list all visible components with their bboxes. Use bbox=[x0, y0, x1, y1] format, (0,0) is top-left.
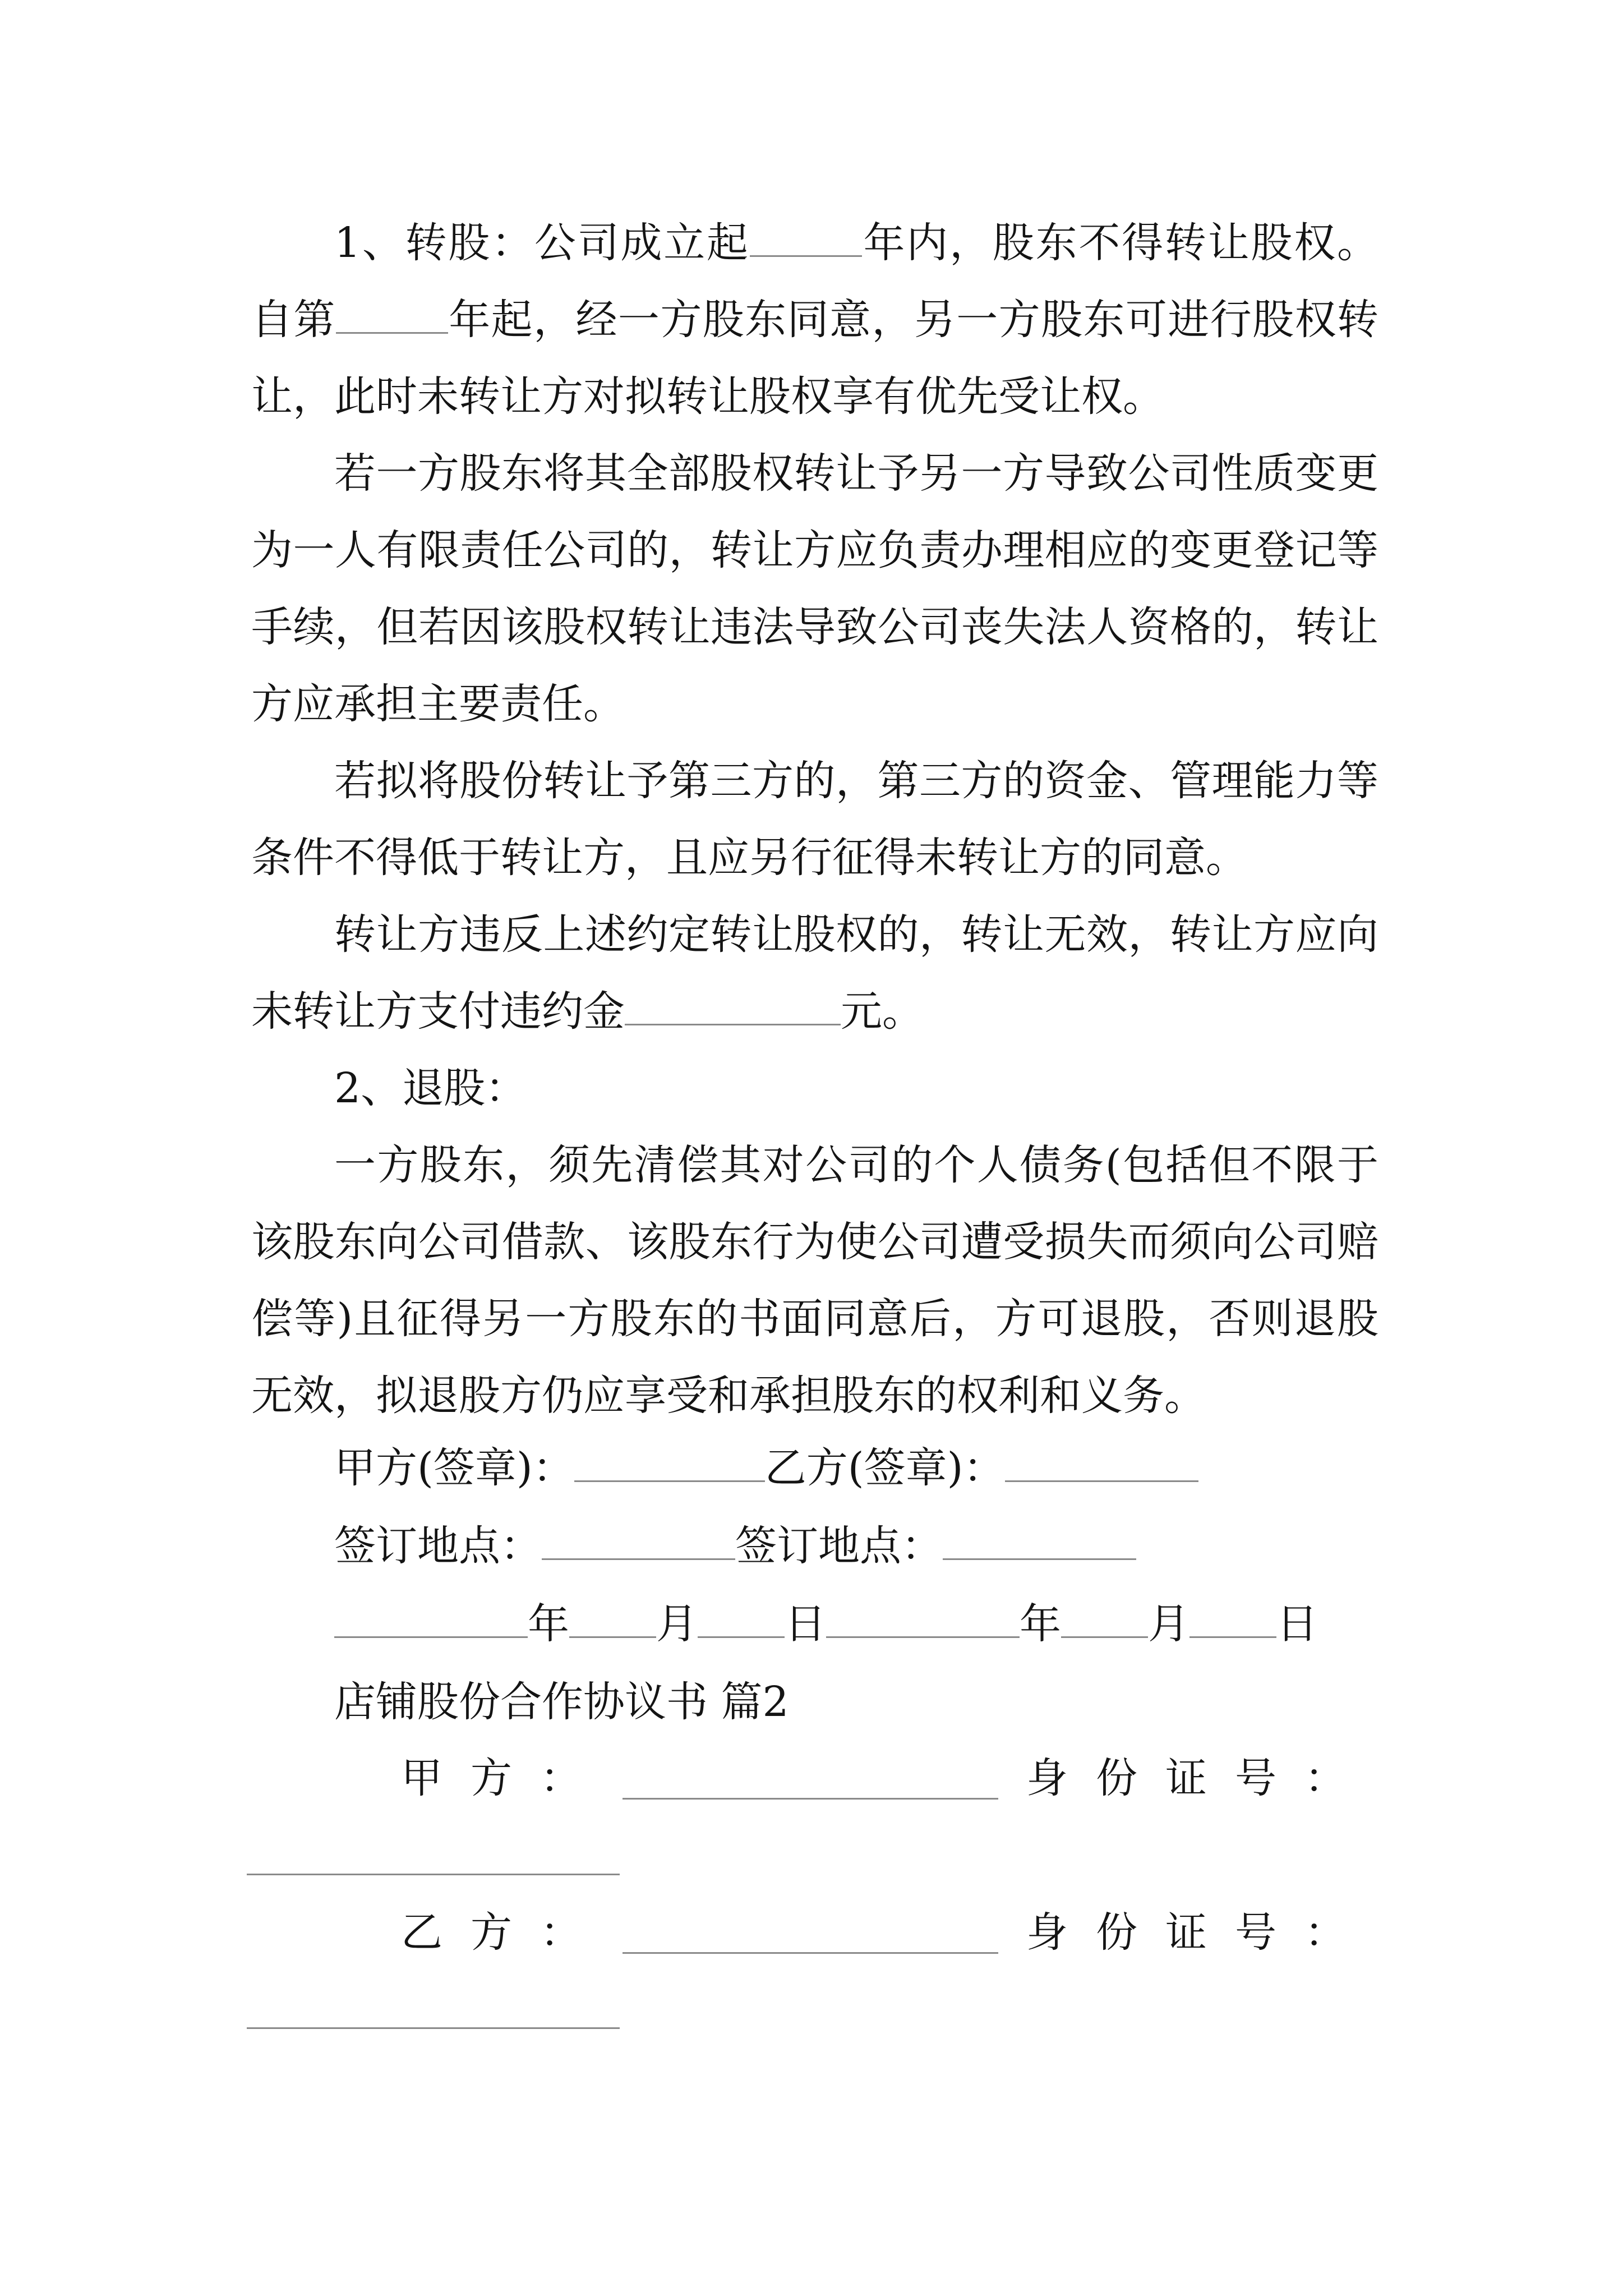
party-a-seal-label: 甲方(签章)： bbox=[334, 1444, 574, 1492]
signing-place-line bbox=[334, 1518, 1136, 1574]
signing-date-line bbox=[334, 1596, 1318, 1652]
transfer-start-year-blank bbox=[336, 295, 448, 334]
clause1-intro-c: 年起，经一方股东同意，另一方股东可进行股权转让，此时未转让方对拟转让股权享有优先受让权。 bbox=[251, 296, 1379, 421]
party-a-id-label: 身份证号： bbox=[1026, 1754, 1374, 1802]
day-blank-b bbox=[1189, 1599, 1276, 1638]
month-blank-b bbox=[1061, 1599, 1148, 1638]
penalty-amount-blank bbox=[625, 986, 841, 1025]
signing-place-label-b: 签订地点： bbox=[735, 1522, 943, 1570]
month-label-a: 月 bbox=[656, 1600, 698, 1648]
day-label-b: 日 bbox=[1276, 1600, 1318, 1648]
month-blank-a bbox=[569, 1599, 656, 1638]
party-b-name-blank bbox=[623, 1952, 998, 1954]
lock-period-blank bbox=[750, 218, 862, 257]
clause1-paragraph-4 bbox=[251, 896, 1378, 1050]
section2-title: 店铺股份合作协议书 篇2 bbox=[334, 1678, 789, 1726]
party-b-id-blank bbox=[247, 2027, 620, 2029]
party-b-id-label: 身份证号： bbox=[1026, 1908, 1374, 1957]
party-a-seal-blank bbox=[574, 1443, 765, 1482]
clause1-p4-b: 元。 bbox=[841, 987, 924, 1036]
clause2-paragraph: 一方股东，须先清偿其对公司的个人债务(包括但不限于该股东向公司借款、该股东行为使公司遭受损失而须向公司赔偿等)且征得另一方股东的书面同意后，方可退股，否则退股无效，拟退股方仍应享受和承担股东的权利和义务。 bbox=[251, 1141, 1378, 1420]
party-a-name-blank bbox=[623, 1798, 998, 1800]
clause1-paragraph-2: 若一方股东将其全部股权转让予另一方导致公司性质变更为一人有限责任公司的，转让方应负责办理相应的变更登记等手续，但若因该股权转让违法导致公司丧失法人资格的，转让方应承担主要责任。 bbox=[251, 449, 1378, 728]
party-a-label: 甲方： bbox=[401, 1754, 610, 1802]
year-blank-b bbox=[826, 1599, 1020, 1638]
signing-place-label-a: 签订地点： bbox=[334, 1522, 542, 1570]
clause1-intro-b: 年内，股东不得转让股权。自第 bbox=[251, 219, 1378, 344]
signature-line bbox=[334, 1440, 1198, 1496]
day-label-a: 日 bbox=[785, 1600, 826, 1648]
party-b-seal-label: 乙方(签章)： bbox=[764, 1444, 1005, 1492]
clause1-intro-a: 1、转股：公司成立起 bbox=[334, 219, 750, 267]
signing-place-blank-b bbox=[943, 1521, 1136, 1560]
clause1-paragraph-3: 若拟将股份转让予第三方的，第三方的资金、管理能力等条件不得低于转让方，且应另行征得未转让方的同意。 bbox=[251, 757, 1378, 882]
year-label-b: 年 bbox=[1020, 1600, 1061, 1648]
signing-place-blank-a bbox=[542, 1521, 735, 1560]
day-blank-a bbox=[698, 1599, 785, 1638]
party-b-seal-blank bbox=[1005, 1443, 1198, 1482]
party-b-label: 乙方： bbox=[401, 1908, 610, 1957]
year-blank-a bbox=[334, 1599, 528, 1638]
clause1-p4-a: 转让方违反上述约定转让股权的，转让无效，转让方应向未转让方支付违约金 bbox=[251, 910, 1378, 1036]
month-label-b: 月 bbox=[1148, 1600, 1189, 1648]
party-a-id-blank bbox=[247, 1874, 620, 1875]
year-label-a: 年 bbox=[528, 1600, 569, 1648]
clause1-paragraph-1 bbox=[251, 205, 1378, 435]
clause2-heading: 2、退股： bbox=[334, 1064, 527, 1112]
